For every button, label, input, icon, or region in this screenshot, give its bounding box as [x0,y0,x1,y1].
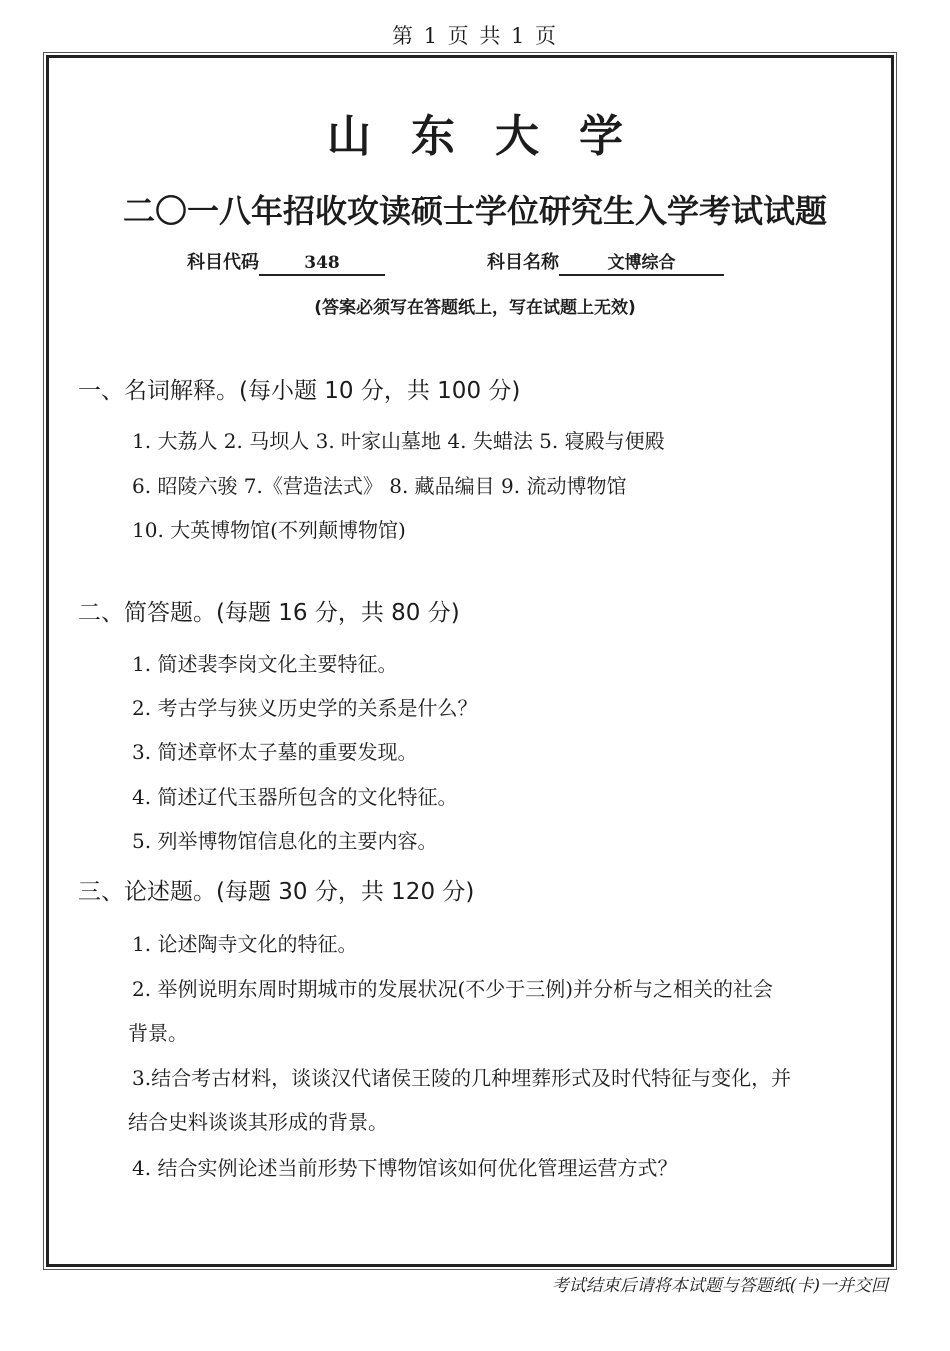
subject-name-value: 文博综合 [559,252,724,276]
section-1-heading: 一、名词解释。(每小题 10 分，共 100 分) [78,378,521,404]
subject-name-label: 科目名称 [487,252,559,273]
section-3-line-1: 1. 论述陶寺文化的特征。 [132,932,358,956]
section-3-heading: 三、论述题。(每题 30 分，共 120 分) [78,879,475,905]
page-number-header: 第 1 页 共 1 页 [391,24,559,48]
footer-note: 考试结束后请将本试题与答题纸(卡)一并交回 [551,1276,888,1296]
section-2-line-1: 1. 简述裴李岗文化主要特征。 [132,652,398,676]
section-3-line-5: 结合史料谈谈其形成的背景。 [128,1110,388,1134]
section-3-line-4: 3.结合考古材料，谈谈汉代诸侯王陵的几种埋葬形式及时代特征与变化，并 [132,1066,792,1090]
section-1-line-3: 10. 大英博物馆(不列颠博物馆) [132,518,406,542]
exam-title: 二〇一八年招收攻读硕士学位研究生入学考试试题 [122,192,827,230]
section-1-line-1: 1. 大荔人 2. 马坝人 3. 叶家山墓地 4. 失蜡法 5. 寝殿与便殿 [132,429,665,453]
section-3-line-6: 4. 结合实例论述当前形势下博物馆该如何优化管理运营方式？ [132,1156,678,1180]
section-2-line-5: 5. 列举博物馆信息化的主要内容。 [132,829,438,853]
section-3-line-3: 背景。 [128,1021,188,1045]
subject-code-value: 348 [259,252,385,276]
section-1-line-2: 6. 昭陵六骏 7.《营造法式》 8. 藏品编目 9. 流动博物馆 [132,474,627,498]
section-2-line-4: 4. 简述辽代玉器所包含的文化特征。 [132,785,458,809]
university-name: 山东大学 [327,111,663,162]
section-2-heading: 二、简答题。(每题 16 分，共 80 分) [78,600,460,626]
section-2-line-3: 3. 简述章怀太子墓的重要发现。 [132,740,418,764]
section-2-line-2: 2. 考古学与狭义历史学的关系是什么？ [132,696,478,720]
section-3-line-2: 2. 举例说明东周时期城市的发展状况(不少于三例)并分析与之相关的社会 [132,977,774,1001]
subject-code-label: 科目代码 [187,252,259,273]
answer-notice: (答案必须写在答题纸上，写在试题上无效) [314,298,636,318]
subject-name-field [487,248,724,276]
subject-code-field [187,248,385,276]
